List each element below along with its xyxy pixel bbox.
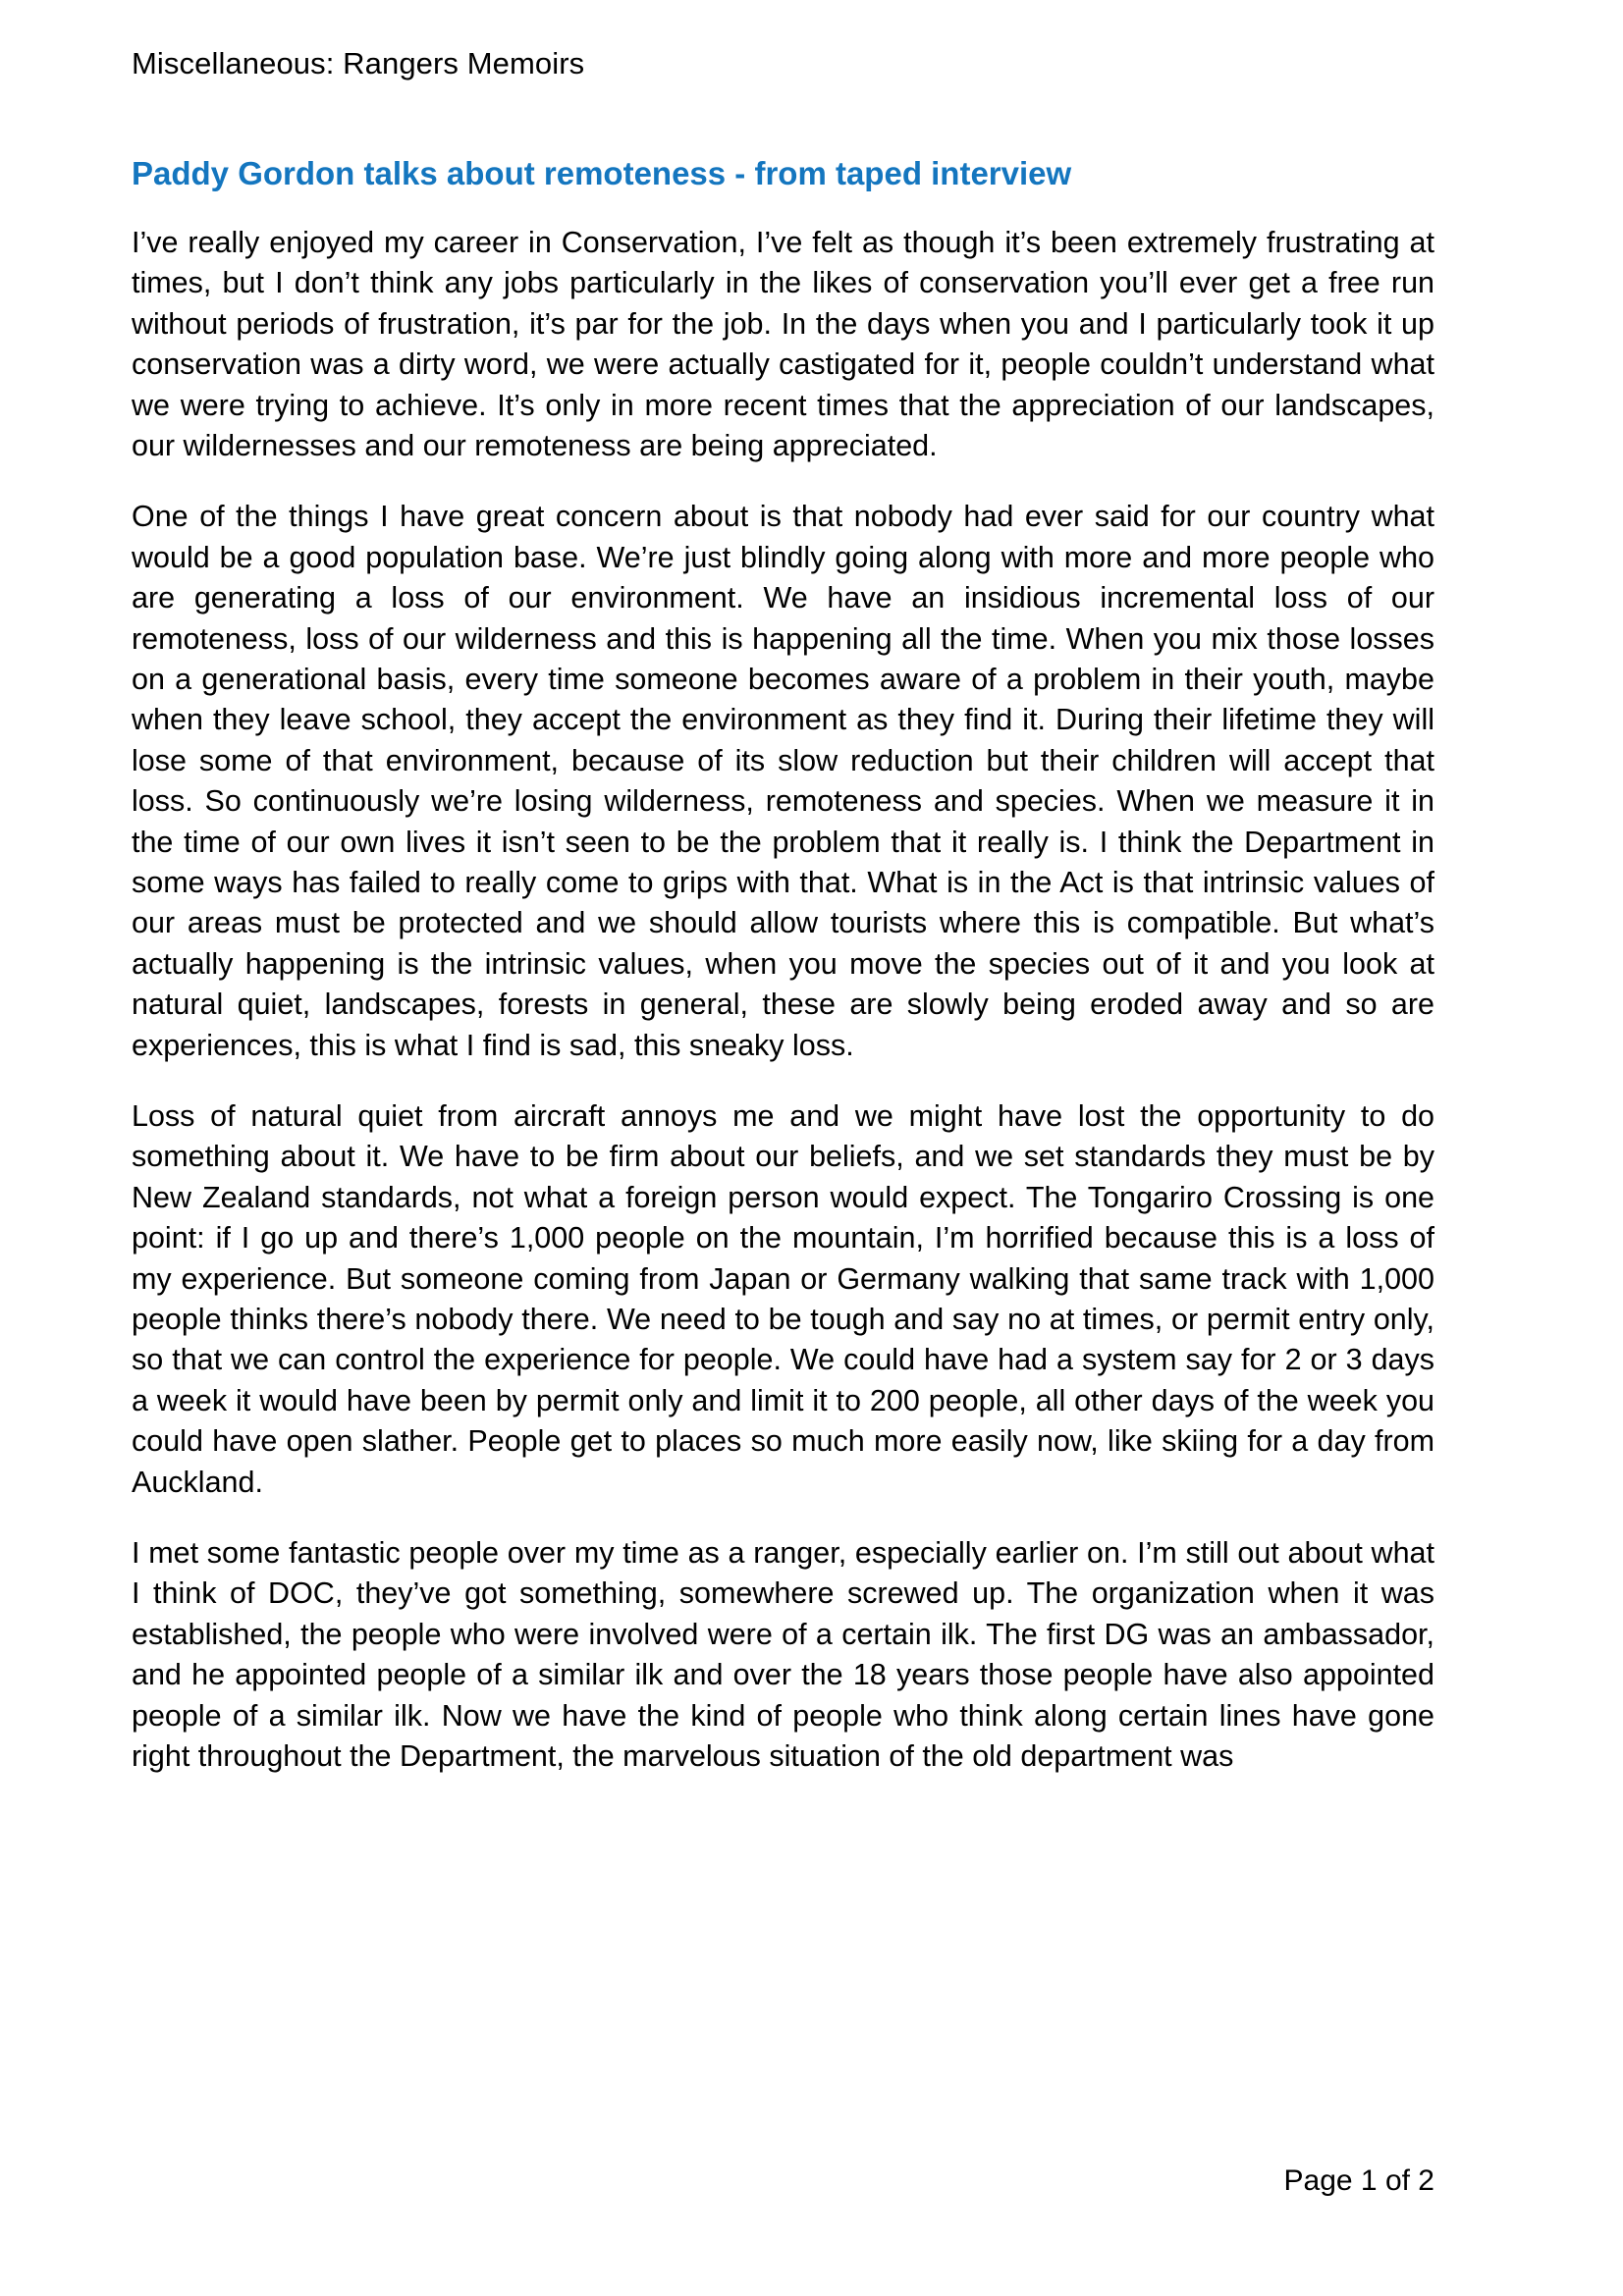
page-title: Paddy Gordon talks about remoteness - from taped interview [132,155,1072,191]
page-number-footer: Page 1 of 2 [1283,2164,1434,2197]
body-paragraph: I’ve really enjoyed my career in Conservation, I’ve felt as though it’s been extremely frustrating at times, but I don’t think any jobs particularly in the likes of conservation you’ll ever get a free run without periods of frustration, it’s par for the job. In the days when you and I particularly took it up conservation was a dirty word, we were actually castigated for it, people couldn’t understand what we were trying to achieve. It’s only in more recent times that the appreciation of our landscapes, our wildernesses and our remoteness are being appreciated. [132,225,1434,462]
body-paragraph: Loss of natural quiet from aircraft annoys me and we might have lost the opportunity to do something about it. We have to be firm about our beliefs, and we set standards they must be by New Zealand standards, not what a foreign person would expect. The Tongariro Crossing is one point: if I go up and there’s 1,000 people on the mountain, I’m horrified because this is a loss of my experience. But someone coming from Japan or Germany walking that same track with 1,000 people thinks there’s nobody there. We need to be tough and say no at times, or permit entry only, so that we can control the experience for people. We could have had a system say for 2 or 3 days a week it would have been by permit only and limit it to 200 people, all other days of the week you could have open slather. People get to places so much more easily now, like skiing for a day from Auckland. [132,1099,1434,1499]
running-header: Miscellaneous: Rangers Memoirs [132,46,585,80]
body-paragraph: One of the things I have great concern about is that nobody had ever said for our country what would be a good population base. We’re just blindly going along with more and more people who are generating a loss of our environment. We have an insidious incremental loss of our remoteness, loss of our wilderness and this is happening all the time. When you mix those losses on a generational basis, every time someone becomes aware of a problem in their youth, maybe when they leave school, they accept the environment as they find it. During their lifetime they will lose some of that environment, because of its slow reduction but their children will accept that loss. So continuously we’re losing wilderness, remoteness and species. When we measure it in the time of our own lives it isn’t seen to be the problem that it really is. I think the Department in some ways has failed to really come to grips with that. What is in the Act is that intrinsic values of our areas must be protected and we should allow tourists where this is compatible. But what’s actually happening is the intrinsic values, when you move the species out of it and you look at natural quiet, landscapes, forests in general, these are slowly being eroded away and so are experiences, this is what I find is sad, this sneaky loss. [132,500,1434,1062]
document-body [132,126,1434,1778]
body-paragraph: I met some fantastic people over my time as a ranger, especially earlier on. I’m still out about what I think of DOC, they’ve got something, somewhere screwed up. The organization when it was established, the people who were involved were of a certain ilk. The first DG was an ambassador, and he appointed people of a similar ilk and over the 18 years those people have also appointed people of a similar ilk. Now we have the kind of people who think along certain lines have gone right throughout the Department, the marvelous situation of the old department was [132,1536,1434,1774]
